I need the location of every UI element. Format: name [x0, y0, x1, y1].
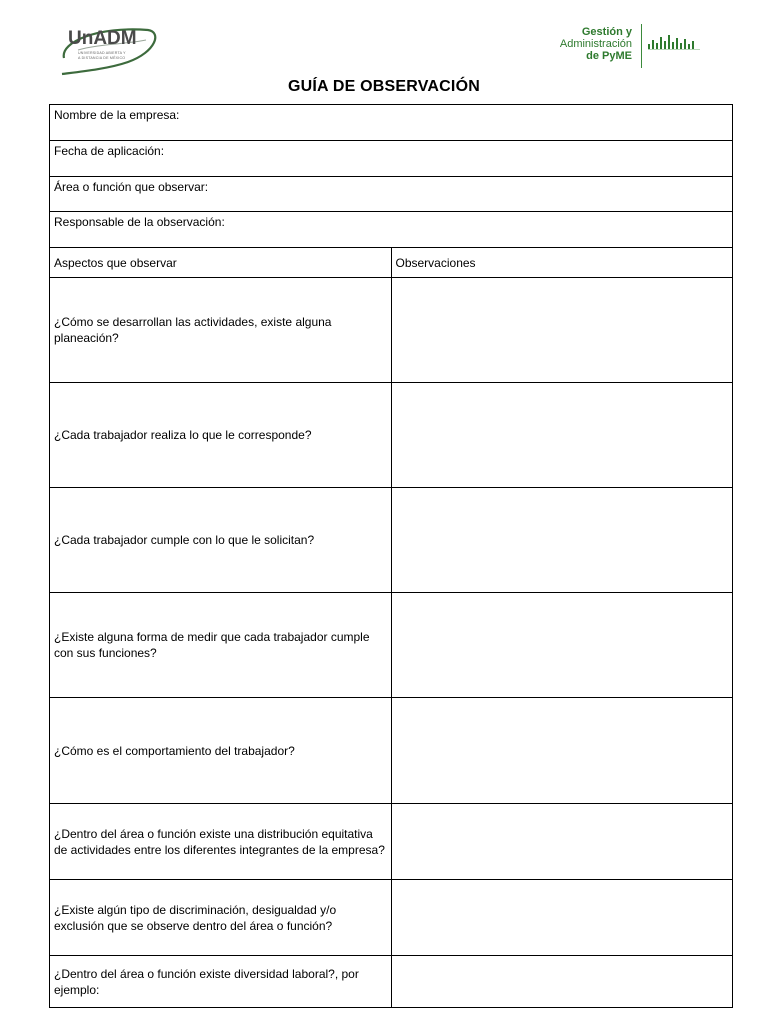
table-row [50, 278, 733, 383]
gestion-pyme-logo [540, 24, 710, 70]
observation-cell[interactable] [391, 956, 733, 1008]
pyme-logo-line-1: Gestión y [581, 26, 632, 38]
table-row [50, 177, 733, 212]
column-header-row [50, 248, 733, 278]
table-row [50, 804, 733, 880]
question-cell: ¿Dentro del área o función existe diversidad laboral?, por ejemplo: [50, 956, 392, 1008]
table-row [50, 212, 733, 248]
pyme-logo-divider [641, 24, 642, 68]
table-row [50, 488, 733, 593]
unadm-logo-subtitle-2: A DISTANCIA DE MÉXICO [78, 56, 126, 60]
empresa-label: Nombre de la empresa: [54, 108, 180, 122]
fecha-label: Fecha de aplicación: [54, 144, 165, 158]
document-title: GUÍA DE OBSERVACIÓN [288, 78, 480, 95]
responsable-label: Responsable de la observación: [54, 215, 225, 229]
question-cell: ¿Cómo se desarrollan las actividades, existe alguna planeación? [50, 278, 392, 383]
fecha-field[interactable] [50, 141, 733, 177]
bar-graph-icon [648, 34, 700, 50]
unadm-logo [58, 22, 158, 78]
question-cell: ¿Dentro del área o función existe una distribución equitativa de actividades entre los diferentes integrantes de la empresa? [50, 804, 392, 880]
observation-cell[interactable] [391, 278, 733, 383]
table-row [50, 593, 733, 698]
area-field[interactable] [50, 177, 733, 212]
question-cell: ¿Cada trabajador realiza lo que le corresponde? [50, 383, 392, 488]
question-cell: ¿Cada trabajador cumple con lo que le solicitan? [50, 488, 392, 593]
observation-cell[interactable] [391, 593, 733, 698]
table-row [50, 956, 733, 1008]
table-row [50, 141, 733, 177]
pyme-logo-line-2: Administración [559, 38, 632, 50]
observation-cell[interactable] [391, 804, 733, 880]
table-row [50, 383, 733, 488]
observation-cell[interactable] [391, 383, 733, 488]
aspectos-column-header: Aspectos que observar [50, 248, 392, 278]
table-row [50, 880, 733, 956]
observation-cell[interactable] [391, 880, 733, 956]
table-row [50, 698, 733, 804]
observaciones-column-header: Observaciones [391, 248, 733, 278]
observation-cell[interactable] [391, 488, 733, 593]
pyme-logo-line-3: de PyME [586, 50, 632, 62]
observation-cell[interactable] [391, 698, 733, 804]
empresa-field[interactable] [50, 105, 733, 141]
observation-table [49, 104, 733, 1008]
question-cell: ¿Existe algún tipo de discriminación, desigualdad y/o exclusión que se observe dentro del área o función? [50, 880, 392, 956]
question-cell: ¿Cómo es el comportamiento del trabajador? [50, 698, 392, 804]
table-row [50, 105, 733, 141]
unadm-logo-text: UnADM [68, 28, 137, 49]
responsable-field[interactable] [50, 212, 733, 248]
area-label: Área o función que observar: [54, 180, 209, 194]
unadm-logo-subtitle-1: UNIVERSIDAD ABIERTA Y [78, 51, 126, 55]
question-cell: ¿Existe alguna forma de medir que cada trabajador cumple con sus funciones? [50, 593, 392, 698]
